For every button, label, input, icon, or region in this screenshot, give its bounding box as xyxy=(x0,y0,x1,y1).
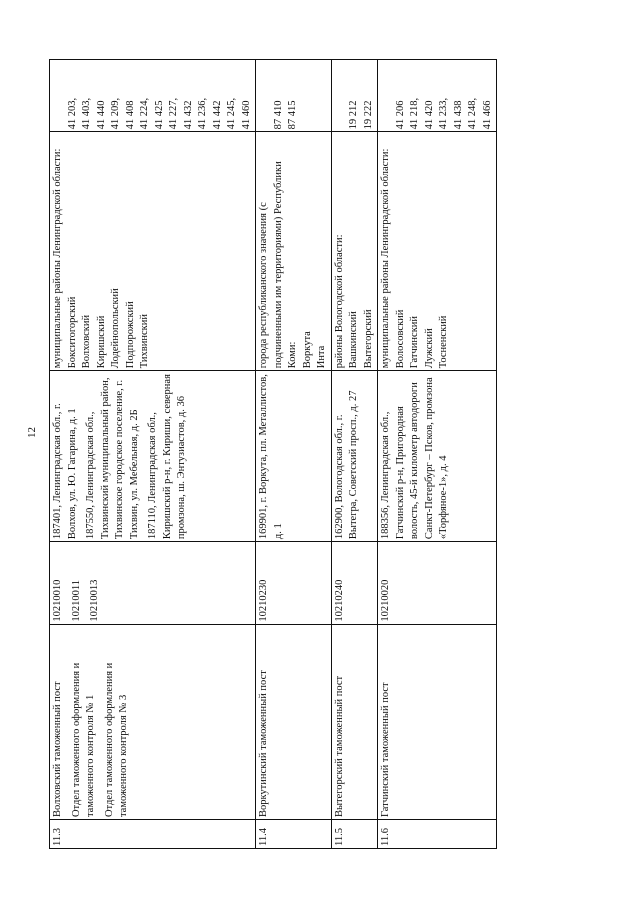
post-address: 187401, Ленинградская обл., г. Волхов, ул. Ю. Гагарина, д. 1 xyxy=(52,403,78,540)
district-name: Подпорожский xyxy=(124,301,136,369)
customs-posts-table xyxy=(49,59,497,849)
district-name: Волховский xyxy=(81,314,92,369)
district-name: Вытегорский xyxy=(362,309,374,369)
district-name: Бокситогорский xyxy=(66,296,78,369)
post-code: 10210013 xyxy=(89,579,100,622)
district-name: муниципальные районы Ленинградской области: xyxy=(52,148,63,369)
table-row xyxy=(331,60,378,849)
post-code-cell xyxy=(378,542,497,625)
section-number-cell xyxy=(50,820,256,849)
post-name: Воркутинский таможенный пост xyxy=(258,670,269,818)
post-code: 10210011 xyxy=(70,579,82,622)
okato-code: 41 203, xyxy=(66,97,78,130)
okato-cell xyxy=(331,60,378,132)
post-address-cell xyxy=(331,371,378,542)
section-number: 11.6 xyxy=(380,828,391,846)
post-name: Волховский таможенный пост xyxy=(52,681,63,818)
section-number: 11.3 xyxy=(52,828,63,846)
okato-code: 41 224, xyxy=(139,97,150,130)
district-name: Волосовский xyxy=(394,309,406,369)
okato-cell xyxy=(256,60,332,132)
district-name: муниципальные районы Ленинградской области: xyxy=(380,148,391,369)
okato-code: 41 460 xyxy=(240,100,252,130)
post-address: 188356, Ленинградская обл., Гатчинский р-н, Пригородная волость, 45-й километр автодороги Санкт-Петербург – Псков, промзона «Торфяное-1», д. 4 xyxy=(380,377,449,540)
post-name: Вытегорский таможенный пост xyxy=(333,675,345,818)
okato-code: 19 222 xyxy=(362,100,374,130)
table-row xyxy=(50,60,256,849)
post-address: 169901, г. Воркута, пл. Металлистов, д. 1 xyxy=(258,374,284,540)
district-name: районы Вологодской области: xyxy=(333,234,345,369)
post-code: 10210020 xyxy=(380,579,391,622)
district-name: Тихвинский xyxy=(139,314,150,369)
okato-cell xyxy=(378,60,497,132)
section-number: 11.5 xyxy=(333,828,345,846)
table-body xyxy=(50,60,497,849)
post-address: 187110, Ленинградская обл., Киришский р-н, г. Кириши, северная промзона, ш. Энтузиастов, д. 36 xyxy=(147,374,187,540)
post-name-cell xyxy=(331,624,378,819)
district-name: Лужский xyxy=(423,328,435,369)
okato-spacer xyxy=(333,62,348,129)
section-number-cell xyxy=(331,820,378,849)
district-cell xyxy=(50,132,256,371)
table-row xyxy=(256,60,332,849)
page-number: 12 xyxy=(26,427,38,438)
post-code-cell xyxy=(256,542,332,625)
post-code: 10210010 xyxy=(52,579,63,622)
post-name-cell xyxy=(50,624,256,819)
post-name: Отдел таможенного оформления и таможенного контроля № 3 xyxy=(103,662,129,818)
okato-spacer xyxy=(257,62,272,129)
district-name: Лодейнопольский xyxy=(110,288,121,369)
okato-code: 41 248, xyxy=(467,97,478,130)
post-code-cell xyxy=(331,542,378,625)
okato-code: 41 209, xyxy=(110,97,121,130)
okato-code: 41 442 xyxy=(211,100,223,130)
okato-cell xyxy=(50,60,256,132)
okato-code: 41 218, xyxy=(409,97,420,130)
section-number-cell xyxy=(378,820,497,849)
okato-code: 41 245, xyxy=(226,97,237,130)
district-name: Тосненский xyxy=(438,315,449,369)
district-name: Воркута xyxy=(301,331,313,369)
post-code: 10210240 xyxy=(333,579,345,622)
table-row xyxy=(378,60,497,849)
okato-code: 19 212 xyxy=(348,100,359,130)
customs-posts-table-container xyxy=(49,59,497,849)
post-address: 187550, Ленинградская обл., Тихвинский муниципальный район, Тихвинское городское поселение, г. Тихвин, ул. Мебельная, д. 2Б xyxy=(85,377,140,540)
okato-code: 41 236, xyxy=(197,97,208,130)
section-number-cell xyxy=(256,820,332,849)
okato-code: 41 403, xyxy=(81,97,92,130)
district-name: Гатчинский xyxy=(409,315,420,369)
okato-code: 41 432 xyxy=(182,100,194,130)
okato-code: 87 415 xyxy=(287,100,298,130)
section-number: 11.4 xyxy=(258,828,269,846)
district-name: Киришский xyxy=(95,315,107,369)
okato-code: 41 408 xyxy=(124,100,136,130)
post-address-cell xyxy=(378,371,497,542)
okato-code: 41 438 xyxy=(452,100,464,130)
okato-code: 41 466 xyxy=(481,100,493,130)
okato-code: 87 410 xyxy=(272,100,284,130)
district-cell xyxy=(256,132,332,371)
post-code-cell xyxy=(50,542,256,625)
okato-spacer xyxy=(379,62,394,129)
post-name-cell xyxy=(256,624,332,819)
okato-code: 41 233, xyxy=(438,97,449,130)
district-cell xyxy=(378,132,497,371)
district-name: Вашкинский xyxy=(348,311,359,369)
okato-spacer xyxy=(51,62,66,129)
post-address-cell xyxy=(50,371,256,542)
okato-code: 41 420 xyxy=(423,100,435,130)
post-address-cell xyxy=(256,371,332,542)
post-name: Гатчинский таможенный пост xyxy=(380,682,391,818)
okato-code: 41 227, xyxy=(168,97,179,130)
district-name: Инта xyxy=(316,345,327,369)
district-name: города республиканского значения (с подчиненными им территориями) Республики Коми: xyxy=(258,161,298,369)
post-code: 10210230 xyxy=(258,579,269,622)
post-address: 162900, Вологодская обл., г. Вытегра, Советский просп., д. 27 xyxy=(333,390,359,540)
post-name-cell xyxy=(378,624,497,819)
okato-code: 41 425 xyxy=(153,100,165,130)
district-cell xyxy=(331,132,378,371)
okato-code: 41 440 xyxy=(95,100,107,130)
post-name: Отдел таможенного оформления и таможенного контроля № 1 xyxy=(70,662,96,818)
okato-code: 41 206 xyxy=(394,100,406,130)
